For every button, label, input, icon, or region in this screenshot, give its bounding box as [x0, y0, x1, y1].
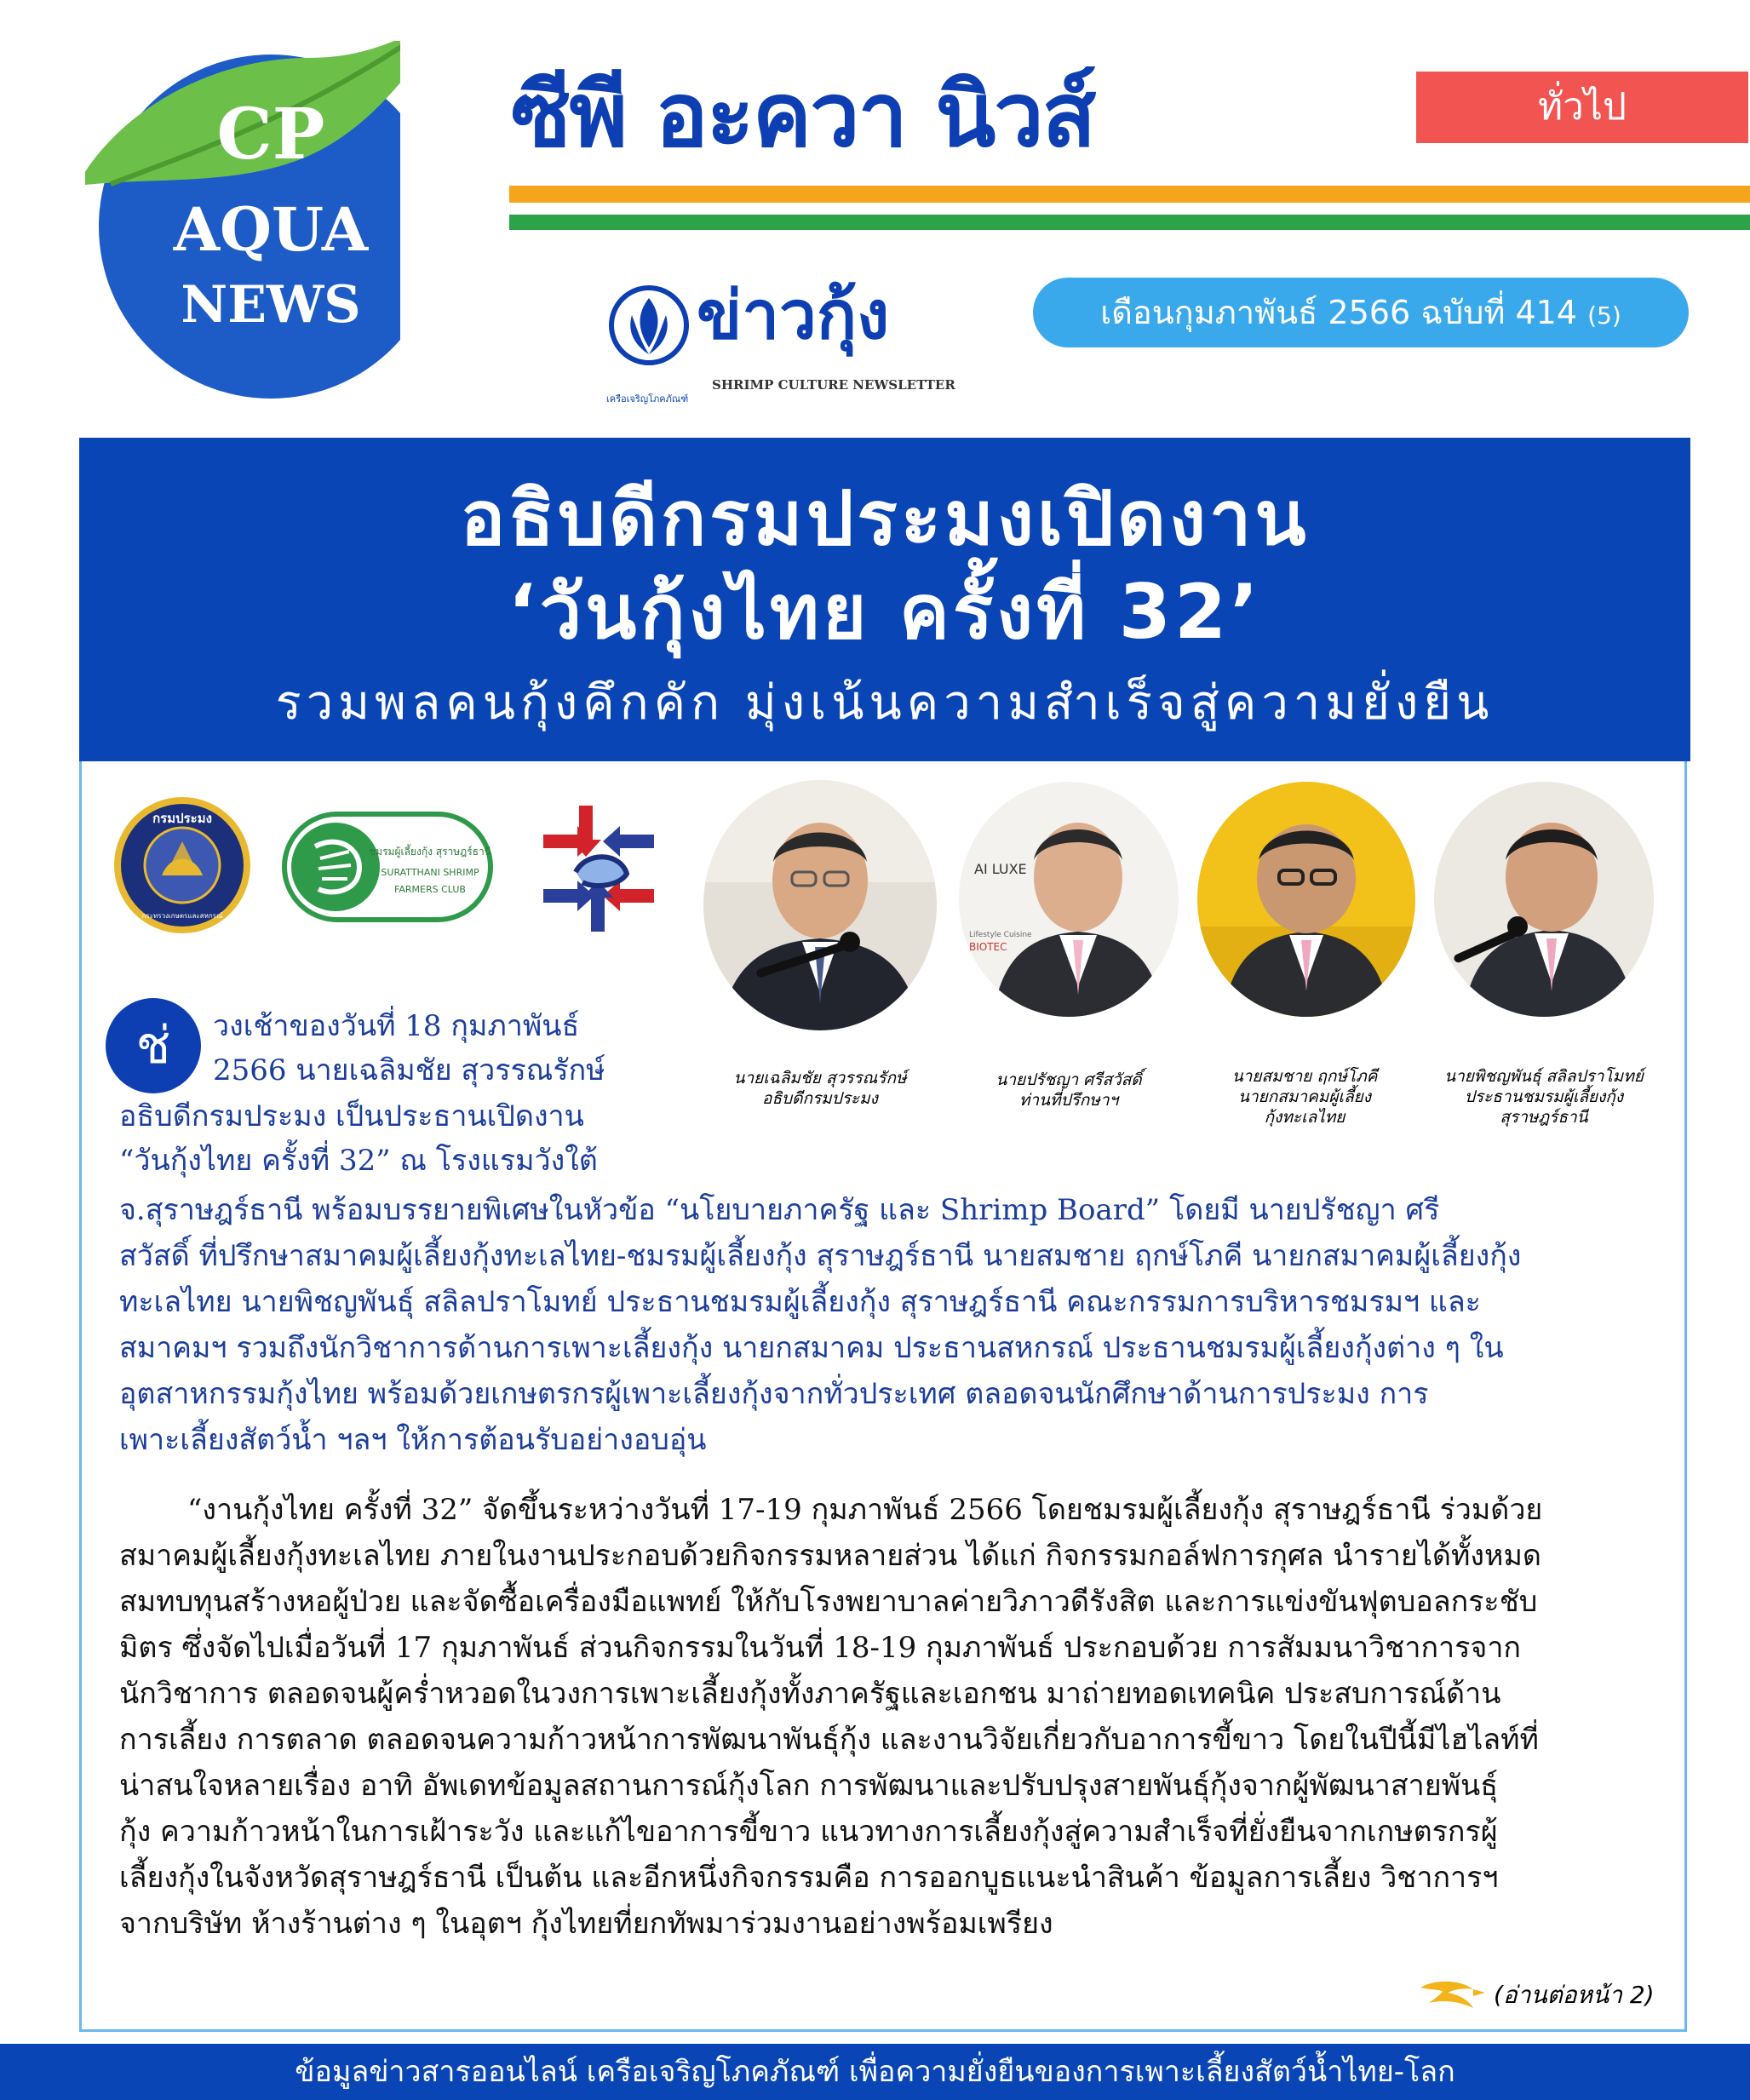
cp-emblem-caption: เครือเจริญโภคภัณฑ์ — [606, 393, 689, 405]
newsletter-name: ข่าวกุ้ง — [697, 278, 890, 354]
masthead-title: ซีพี อะควา นิวส์ — [511, 63, 1095, 167]
logo-text-news: NEWS — [181, 275, 361, 335]
para1-line: สมาคมฯ รวมถึงนักวิชาการด้านการเพาะเลี้ยงกุ้ง นายกสมาคม ประธานสหกรณ์ ประธานชมรมผู้เลี้ยงกุ้งต่าง ๆ ใน — [119, 1331, 1504, 1365]
seal-text-top: กรมประมง — [152, 811, 212, 826]
club-logo-thai: ชมรมผู้เลี้ยงกุ้ง สุราษฎร์ธานี — [369, 846, 491, 858]
para1-line: สวัสดิ์ ที่ปรึกษาสมาคมผู้เลี้ยงกุ้งทะเลไทย-ชมรมผู้เลี้ยงกุ้ง สุราษฎร์ธานี นายสมชาย ฤกษ์โภคี นายกสมาคมผู้เลี้ยงกุ้ง — [119, 1239, 1522, 1273]
para1-line: อุตสาหกรรมกุ้งไทย พร้อมด้วยเกษตรกรผู้เพาะเลี้ยงกุ้งจากทั่วประเทศ ตลอดจนนักศึกษาด้านการประมง การ — [119, 1377, 1429, 1411]
footer-banner: ข้อมูลข่าวสารออนไลน์ เครือเจริญโภคภัณฑ์ เพื่อความยั่งยืนของการเพาะเลี้ยงสัตว์น้ำไทย-โลก — [0, 2044, 1750, 2100]
portrait-somchai — [1197, 782, 1415, 1017]
para2-line: นักวิชาการ ตลอดจนผู้คร่ำหวอดในวงการเพาะเลี้ยงกุ้งทั้งภาครัฐและเอกชน มาถ่ายทอดเทคนิค ประสบการณ์ด้าน — [119, 1677, 1501, 1711]
para1-line: ทะเลไทย นายพิชญพันธุ์ สลิลปราโมทย์ ประธานชมรมผู้เลี้ยงกุ้ง สุราษฎร์ธานี คณะกรรมการบริหารชมรมฯ และ — [119, 1285, 1481, 1319]
para2-line: สมทบทุนสร้างหอผู้ป่วย และจัดซื้อเครื่องมือแพทย์ ให้กับโรงพยาบาลค่ายวิภาวดีรังสิต และการแข่งขันฟุตบอลกระชับ — [119, 1585, 1538, 1619]
club-logo-line2: FARMERS CLUB — [394, 884, 466, 895]
department-of-fisheries-seal — [111, 794, 254, 937]
seal-text-bottom: กระทรวงเกษตรและสหกรณ์ — [141, 912, 223, 920]
category-badge: ทั่วไป — [1416, 72, 1748, 143]
caption-name: นายสมชาย ฤกษ์โภคี — [1231, 1067, 1378, 1086]
photo-caption-2 — [954, 1070, 1184, 1110]
photo-caption-3 — [1185, 1066, 1424, 1127]
caption-name: นายเฉลิมชัย สุวรรณรักษ์ — [733, 1069, 907, 1087]
portrait-prachya — [959, 782, 1179, 1017]
issue-page: (5) — [1587, 301, 1621, 330]
cp-aqua-news-logo — [85, 41, 400, 399]
para2-line: น่าสนใจหลายเรื่อง อาทิ อัพเดทข้อมูลสถานการณ์กุ้งโลก การพัฒนาและปรับปรุงสายพันธุ์กุ้งจากผู้พัฒนาสายพันธุ์ — [119, 1769, 1499, 1803]
caption-role-2: สุราษฎร์ธานี — [1500, 1108, 1588, 1127]
para2-line: การเลี้ยง การตลาด ตลอดจนความก้าวหน้าการพัฒนาพันธุ์กุ้ง และงานวิจัยเกี่ยวกับอาการขี้ขาว โดยในปีนี้มีไฮไลท์ที่ — [119, 1723, 1539, 1757]
headline-line-1: อธิบดีกรมประมงเปิดงาน — [460, 474, 1310, 562]
logo-text-cp: CP — [216, 94, 325, 175]
photo-caption-1 — [703, 1068, 937, 1109]
headline-line-2: ‘วันกุ้งไทย ครั้งที่ 32’ — [508, 568, 1262, 656]
caption-role: นายกสมาคมผู้เลี้ยง — [1238, 1087, 1371, 1106]
issue-badge — [1033, 278, 1689, 347]
caption-role: ประธานชมรมผู้เลี้ยงกุ้ง — [1464, 1087, 1624, 1106]
drop-cap: ช่ — [106, 998, 201, 1093]
masthead-stripe-orange — [509, 186, 1750, 203]
photo-caption-4 — [1414, 1066, 1674, 1127]
masthead-stripe-green — [509, 215, 1750, 230]
logo-text-aqua: AQUA — [173, 194, 369, 265]
backdrop-text-3: BIOTEC — [969, 941, 1007, 953]
para2-line: จากบริษัท ห้างร้านต่าง ๆ ในอุตฯ กุ้งไทยที่ยกทัพมาร่วมงานอย่างพร้อมเพรียง — [119, 1907, 1053, 1941]
para2-line: เลี้ยงกุ้งในจังหวัดสุราษฎร์ธานี เป็นต้น และอีกหนึ่งกิจกรรมคือ การออกบูธแนะนำสินค้า ข้อมูลการเลี้ยง วิชาการฯ — [119, 1861, 1499, 1895]
headline-subhead: รวมพลคนกุ้งคึกคัก มุ่งเน้นความสำเร็จสู่ความยั่งยืน — [275, 675, 1495, 731]
issue-text: เดือนกุมภาพันธ์ 2566 ฉบับที่ 414 — [1100, 294, 1577, 331]
continue-reading-link[interactable]: (อ่านต่อหน้า 2) — [1494, 1981, 1655, 2009]
shrimp-arrow-icon — [1417, 1974, 1487, 2017]
backdrop-text-1: AI LUXE — [974, 861, 1027, 877]
para2-line: กุ้ง ความก้าวหน้าในการเฝ้าระวัง และแก้ไขอาการขี้ขาว แนวทางการเลี้ยงกุ้งสู่ความสำเร็จที่ยั่งยืนจากเกษตรกรผู้ — [119, 1815, 1498, 1849]
para2-line: “งานกุ้งไทย ครั้งที่ 32” จัดขึ้นระหว่างวันที่ 17-19 กุมภาพันธ์ 2566 โดยชมรมผู้เลี้ยงกุ้ง สุราษฎร์ธานี ร่วมด้วย — [187, 1493, 1543, 1527]
caption-role-2: กุ้งทะเลไทย — [1264, 1108, 1345, 1127]
para1-line: วงเช้าของวันที่ 18 กุมภาพันธ์ — [213, 1009, 580, 1043]
portrait-pitchayapan — [1434, 782, 1654, 1017]
caption-name: นายปรัชญา ศรีสวัสดิ์ — [995, 1070, 1142, 1089]
portrait-chalermchai — [703, 780, 937, 1030]
para1-line: จ.สุราษฎร์ธานี พร้อมบรรยายพิเศษในหัวข้อ “นโยบายภาครัฐ และ Shrimp Board” โดยมี นายปรัชญา ศรี — [119, 1193, 1440, 1227]
headline-banner — [79, 438, 1690, 761]
newsletter-subtitle: SHRIMP CULTURE NEWSLETTER — [712, 377, 955, 393]
para1-line: เพาะเลี้ยงสัตว์น้ำ ฯลฯ ให้การต้อนรับอย่างอบอุ่น — [119, 1423, 707, 1457]
backdrop-text-2: Lifestyle Cuisine — [969, 931, 1032, 939]
suratthani-shrimp-farmers-club-logo — [281, 807, 494, 927]
para2-line: สมาคมผู้เลี้ยงกุ้งทะเลไทย ภายในงานประกอบด้วยกิจกรรมหลายส่วน ได้แก่ กิจกรรมกอล์ฟการกุศล นำรายได้ทั้งหมด — [119, 1539, 1541, 1573]
thai-shrimp-association-logo — [526, 800, 671, 937]
para1-line: 2566 นายเฉลิมชัย สุวรรณรักษ์ — [213, 1053, 605, 1087]
para1-line: “วันกุ้งไทย ครั้งที่ 32” ณ โรงแรมวังใต้ — [119, 1144, 598, 1178]
club-logo-line1: SURATTHANI SHRIMP — [381, 867, 479, 878]
caption-role: อธิบดีกรมประมง — [762, 1089, 878, 1108]
caption-role: ท่านที่ปรึกษาฯ — [1018, 1091, 1119, 1110]
caption-name: นายพิชญพันธุ์ สลิลปราโมทย์ — [1444, 1067, 1644, 1086]
cp-emblem-icon — [606, 281, 691, 392]
para2-line: มิตร ซึ่งจัดไปเมื่อวันที่ 17 กุมภาพันธ์ ส่วนกิจกรรมในวันที่ 18-19 กุมภาพันธ์ ประกอบด้วย การสัมมนาวิชาการจาก — [119, 1631, 1522, 1665]
para1-line: อธิบดีกรมประมง เป็นประธานเปิดงาน — [119, 1099, 584, 1133]
